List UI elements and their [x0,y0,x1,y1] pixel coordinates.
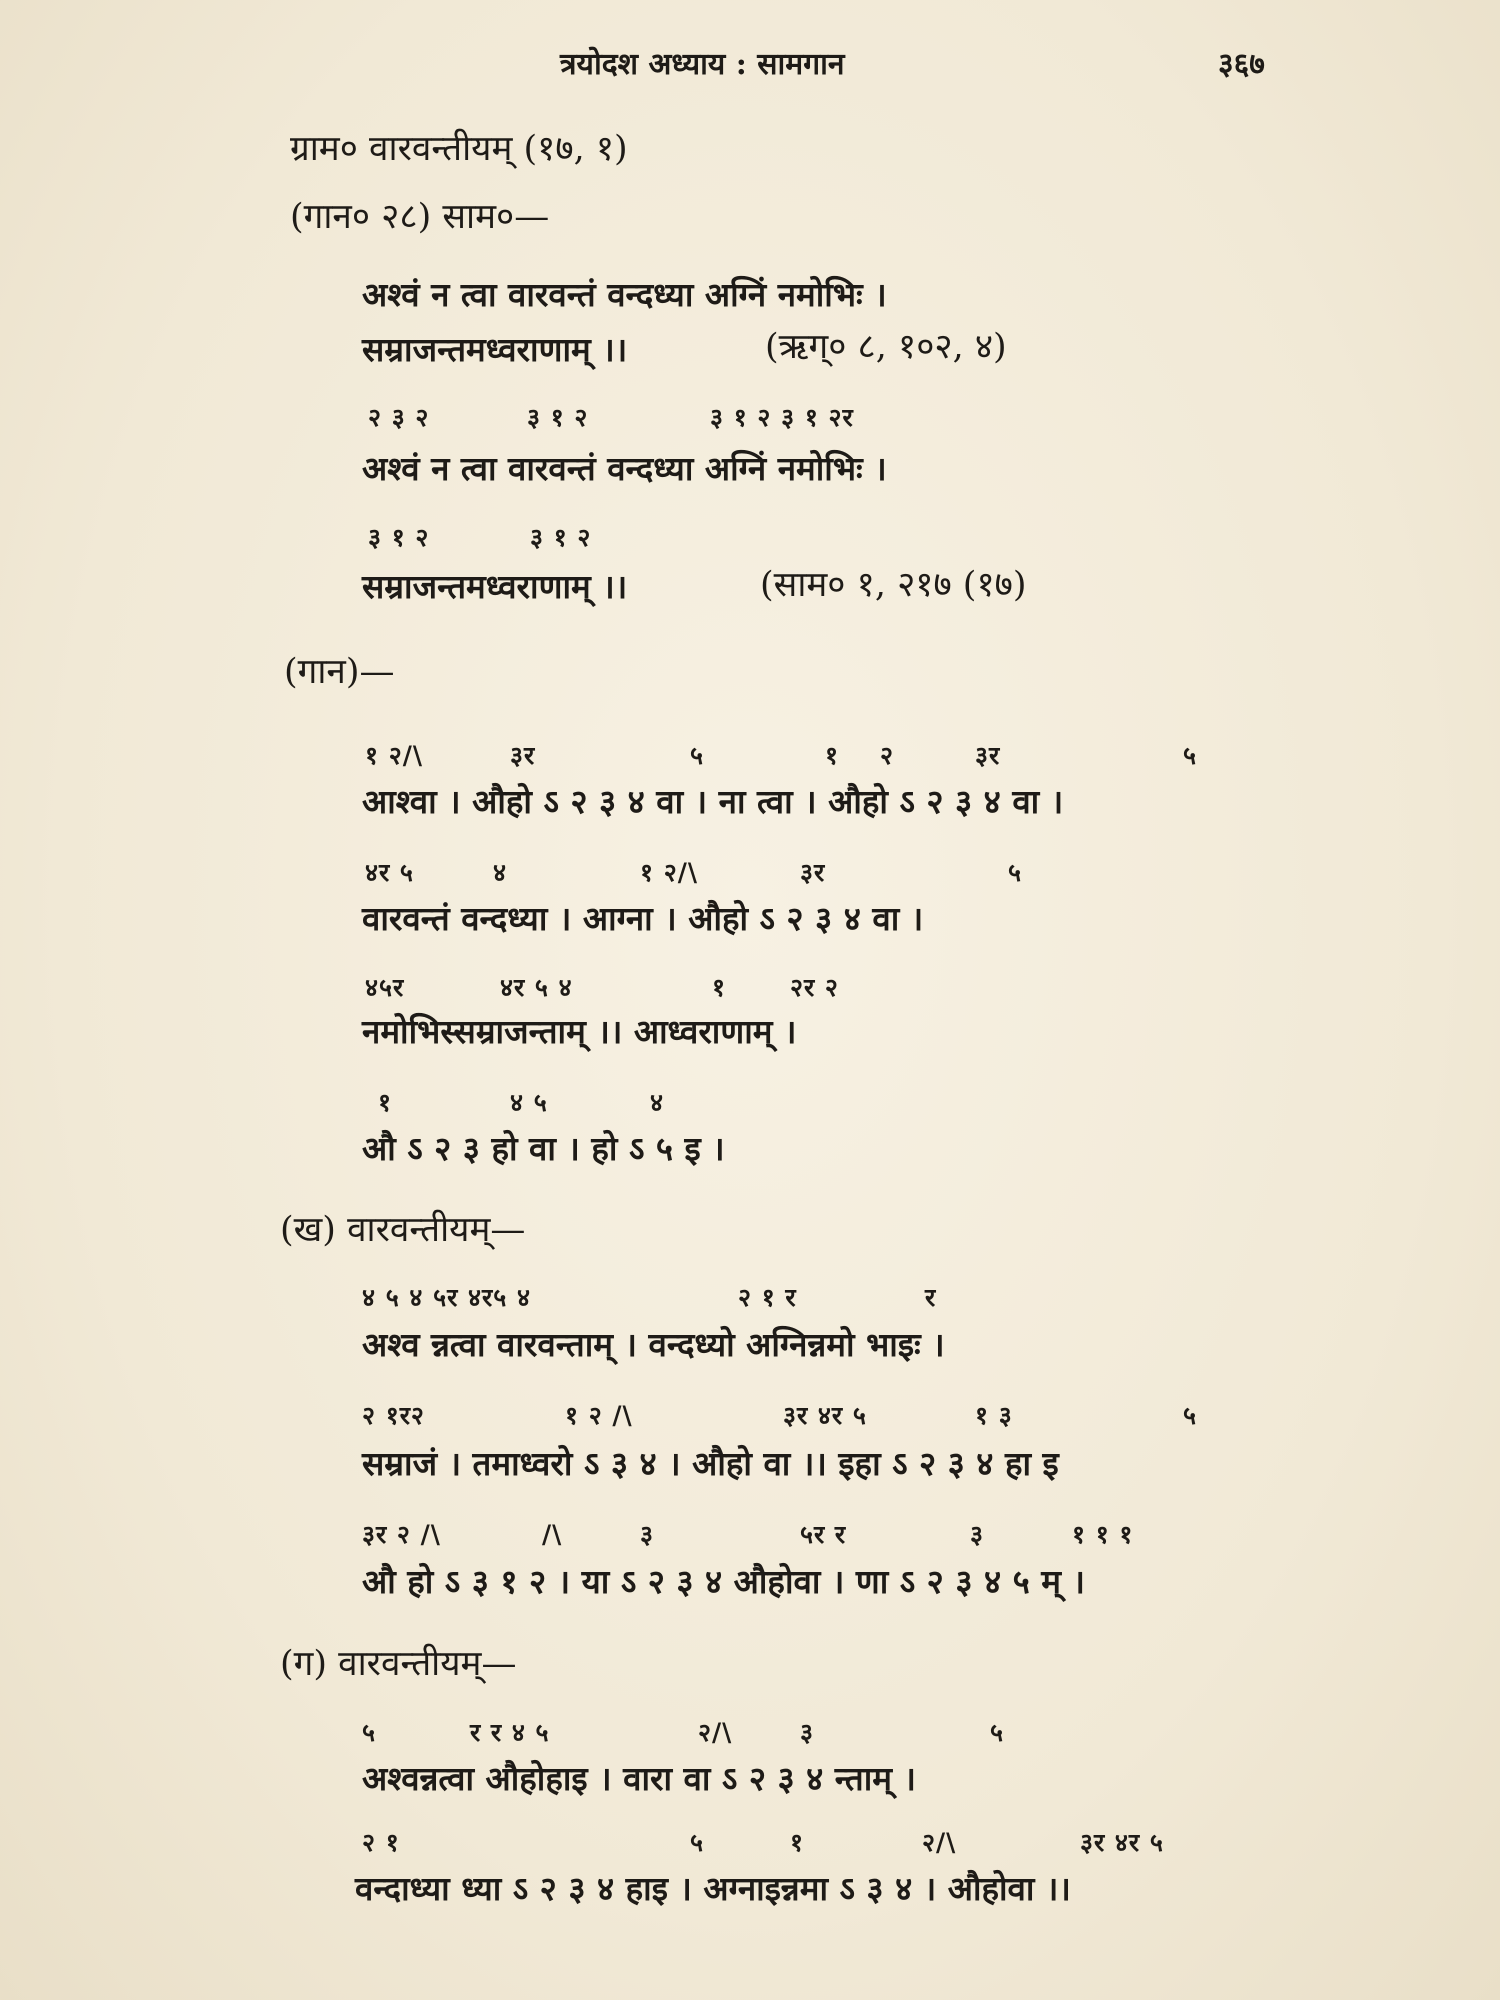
saman-line-1: अश्वं न त्वा वारवन्तं वन्दध्या अग्निं नमोभिः । [362,449,887,488]
svara-mark: ४५र [365,973,405,1002]
ga-line-1: अश्वन्नत्वा औहोहाइ । वारा वा ऽ २ ३ ४ न्ताम् । [362,1759,917,1798]
svara-mark: ३र [800,858,826,887]
svara-mark: ३र ४र ५ [1080,1828,1164,1857]
svara-mark: १ १ १ [1072,1520,1134,1549]
kha-line-1: अश्व न्नत्वा वारवन्ताम् । वन्दध्यो अग्निन्नमो भाइः । [362,1325,945,1364]
svara-mark: ३र [510,741,536,770]
svara-mark: ३ [640,1520,655,1549]
svara-mark: ३ १ २ [368,523,430,552]
svara-mark: ५ [990,1718,1005,1747]
svara-mark: १ [825,741,840,770]
svara-mark: २/\ [922,1828,957,1857]
gana-line-1: आश्वा । औहो ऽ २ ३ ४ वा । ना त्वा । औहो ऽ २ ३ ४ वा । [362,782,1064,821]
svara-mark: १ ३ [975,1401,1013,1430]
svara-mark: २/\ [698,1718,733,1747]
gana-line-4: औ ऽ २ ३ हो वा । हो ऽ ५ इ । [362,1129,725,1168]
svara-mark: १ [378,1088,393,1117]
svara-mark: ४ [493,858,508,887]
gana-line-3: नमोभिस्सम्राजन्ताम् ।। आध्वराणाम् । [362,1012,797,1051]
svara-mark: ३ [970,1520,985,1549]
ga-line-2: वन्दाध्या ध्या ऽ २ ३ ४ हाइ । अग्नाइन्नमा ऽ ३ ४ । औहोवा ।। [355,1869,1071,1908]
page-number: ३६७ [1218,47,1265,82]
svara-mark: ५र र [800,1520,847,1549]
svara-mark: ४ ५ ४ ५र ४र५ ४ [362,1283,531,1312]
running-header: त्रयोदश अध्याय : सामगान [560,47,845,82]
svara-mark: २ १ [362,1828,400,1857]
gana-section-label: (गान)— [284,652,395,692]
section-heading-grama: ग्राम० वारवन्तीयम् (१७, १) [290,129,628,169]
svara-mark: ५ [362,1718,377,1747]
svara-mark: ३र [975,741,1001,770]
svara-mark: ५ [690,1828,705,1857]
rigveda-reference: (ऋग्० ८, १०२, ४) [765,327,1007,367]
svara-mark: ५ [1183,1401,1198,1430]
svara-mark: ५ [690,741,705,770]
svara-mark: ४ ५ [510,1088,548,1117]
svara-mark: १ [790,1828,805,1857]
svara-mark: ३र ४र ५ [783,1401,867,1430]
svara-mark: ३ १ २ [530,523,592,552]
kha-section-label: (ख) वारवन्तीयम्— [280,1210,526,1250]
svara-mark: १ २ /\ [565,1401,633,1430]
svara-mark: १ २/\ [640,858,698,887]
ga-section-label: (ग) वारवन्तीयम्— [280,1644,517,1684]
svara-mark: /\ [542,1520,563,1549]
svara-mark: ३र २ /\ [362,1520,441,1549]
svara-mark: १ २/\ [365,741,423,770]
svara-mark: १ [712,973,727,1002]
svara-mark: २ १र२ [362,1401,425,1430]
svara-mark: ४र ५ [365,858,414,887]
saman-line-2: सम्राजन्तमध्वराणाम् ।। [362,567,628,606]
gana-line-2: वारवन्तं वन्दध्या । आग्ना । औहो ऽ २ ३ ४ वा । [362,899,924,938]
samaveda-reference: (साम० १, २१७ (१७) [760,565,1027,605]
svara-mark: र र ४ ५ [470,1718,550,1747]
svara-mark: ३ १ २ ३ १ २र [710,403,854,432]
svara-mark: र [925,1283,937,1312]
kha-line-3: औ हो ऽ ३ १ २ । या ऽ २ ३ ४ औहोवा । णा ऽ २ ३ ४ ५ म् । [362,1562,1085,1601]
gana-label: (गान० २८) साम०— [290,197,550,237]
svara-mark: ५ [1183,741,1198,770]
svara-mark: २ १ र [738,1283,797,1312]
svara-mark: २ [880,741,895,770]
svara-mark: ३ [800,1718,815,1747]
svara-mark: ४र ५ ४ [500,973,573,1002]
rc-line-2: सम्राजन्तमध्वराणाम् ।। [362,330,628,369]
svara-mark: ५ [1008,858,1023,887]
svara-mark: २ ३ २ [368,403,430,432]
kha-line-2: सम्राजं । तमाध्वरो ऽ ३ ४ । औहो वा ।। इहा ऽ २ ३ ४ हा इ [362,1444,1059,1483]
svara-mark: २र २ [790,973,839,1002]
rc-line-1: अश्वं न त्वा वारवन्तं वन्दध्या अग्निं नमोभिः । [362,275,887,314]
svara-mark: ३ १ २ [527,403,589,432]
svara-mark: ४ [650,1088,665,1117]
